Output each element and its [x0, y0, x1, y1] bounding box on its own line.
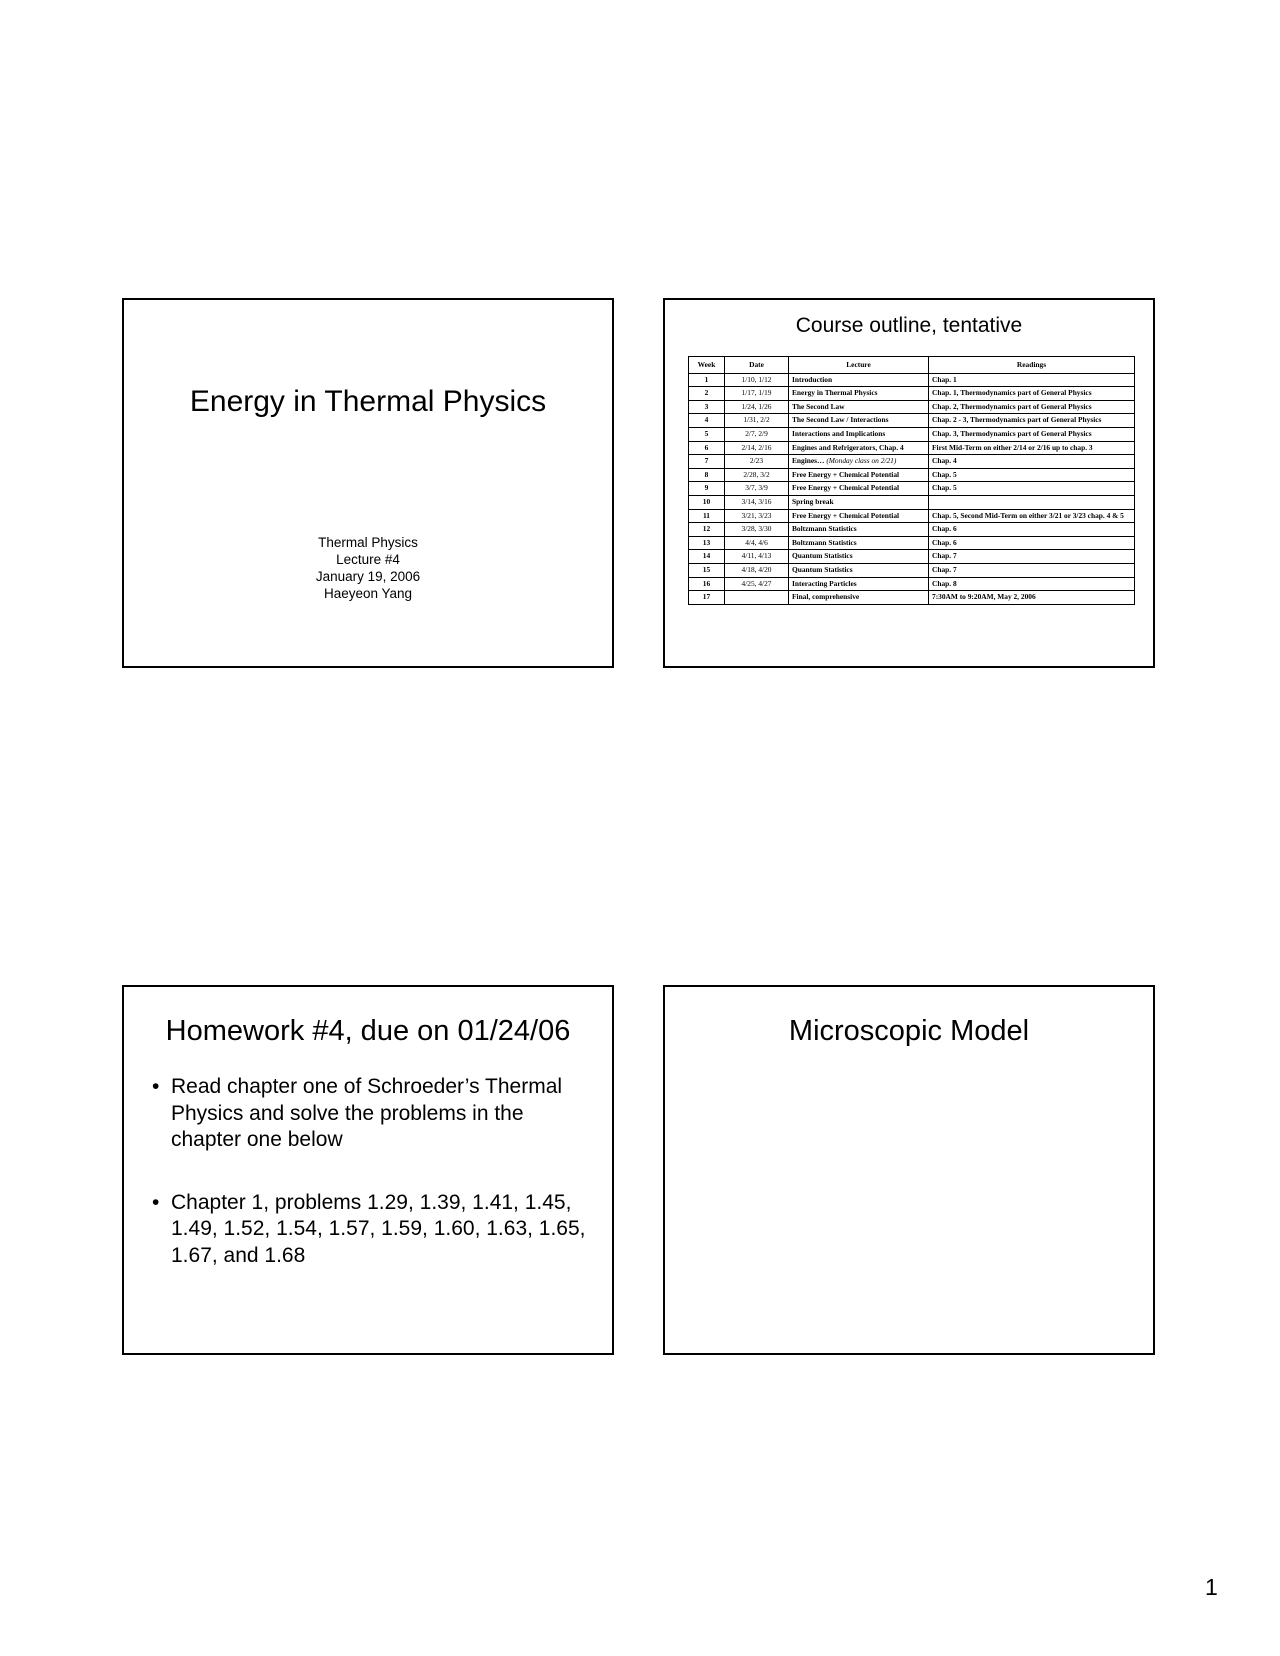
table-row [689, 468, 1135, 482]
table-row [689, 536, 1135, 550]
cell-lecture-text: Free Energy + Chemical Potential [792, 469, 900, 479]
cell-week-text: 9 [704, 483, 709, 493]
cell-lecture-text: Boltzmann Statistics [792, 524, 857, 534]
table-row [689, 373, 1135, 387]
cell-lecture [789, 427, 929, 441]
cell-week-text: 2 [704, 388, 709, 398]
cell-readings-text: First Mid-Term on either 2/14 or 2/16 up to chap. 3 [932, 442, 1093, 452]
bullet-icon: • [152, 1075, 160, 1098]
cell-date [725, 495, 789, 509]
cell-lecture-text: The Second Law [792, 401, 845, 411]
cell-week-text: 6 [704, 442, 709, 452]
cell-lecture-text: Boltzmann Statistics [792, 537, 857, 547]
cell-date-text: 1/31, 2/2 [743, 415, 770, 425]
cell-lecture-text: Engines and Refrigerators, Chap. 4 [792, 442, 904, 452]
cell-readings [929, 591, 1135, 605]
cell-date [725, 536, 789, 550]
cell-readings [929, 495, 1135, 509]
cell-readings-text: Chap. 3, Thermodynamics part of General Physics [932, 428, 1092, 438]
cell-lecture [789, 550, 929, 564]
homework-bullets [152, 1074, 598, 1305]
cell-week [689, 387, 725, 401]
cell-readings [929, 577, 1135, 591]
cell-week [689, 577, 725, 591]
cell-readings-text: Chap. 1, Thermodynamics part of General Physics [932, 388, 1092, 398]
cell-week [689, 400, 725, 414]
cell-week-text: 8 [704, 469, 709, 479]
lecture-number: Lecture #4 [336, 552, 400, 567]
cell-readings [929, 387, 1135, 401]
cell-week [689, 563, 725, 577]
cell-week-text: 5 [704, 428, 709, 438]
cell-readings-text: Chap. 2, Thermodynamics part of General Physics [932, 401, 1092, 411]
cell-lecture [789, 495, 929, 509]
cell-readings [929, 441, 1135, 455]
cell-week [689, 427, 725, 441]
cell-date [725, 387, 789, 401]
cell-lecture [789, 468, 929, 482]
cell-lecture-text: Spring break [792, 496, 834, 506]
cell-date [725, 563, 789, 577]
cell-week-text: 4 [704, 415, 709, 425]
author-name: Haeyeon Yang [323, 586, 413, 601]
course-outline-table [688, 356, 1135, 605]
cell-lecture [789, 563, 929, 577]
cell-lecture [789, 387, 929, 401]
slide-homework [122, 985, 614, 1355]
cell-lecture-text: Quantum Statistics [792, 551, 853, 561]
bullet-item [152, 1074, 598, 1154]
cell-readings [929, 427, 1135, 441]
lecture-note: (Monday class on 2/21) [826, 456, 897, 466]
cell-readings-text: Chap. 4 [932, 456, 957, 466]
table-row [689, 509, 1135, 523]
slide-title: Energy in Thermal Physics [189, 385, 547, 418]
header-date: Date [725, 357, 789, 374]
cell-lecture [789, 414, 929, 428]
lecture-date: January 19, 2006 [315, 569, 421, 584]
cell-date [725, 373, 789, 387]
table-body [689, 373, 1135, 604]
cell-date-text: 1/24, 1/26 [741, 401, 772, 411]
cell-lecture-text: Energy in Thermal Physics [792, 388, 878, 398]
cell-lecture-text: Introduction [792, 374, 833, 384]
cell-date-text: 4/4, 4/6 [745, 537, 768, 547]
cell-readings-text: Chap. 7 [932, 564, 957, 574]
cell-lecture [789, 373, 929, 387]
cell-week [689, 536, 725, 550]
cell-week-text: 1 [704, 374, 709, 384]
cell-week [689, 455, 725, 469]
cell-readings-text: Chap. 2 - 3, Thermodynamics part of General Physics [932, 415, 1102, 425]
table-row [689, 591, 1135, 605]
cell-date-text: 3/21, 3/23 [741, 510, 772, 520]
cell-lecture-text: Interactions and Implications [792, 428, 886, 438]
table-row [689, 441, 1135, 455]
cell-week-text: 15 [702, 564, 711, 574]
table-row [689, 482, 1135, 496]
cell-date [725, 441, 789, 455]
cell-readings [929, 523, 1135, 537]
cell-date-text: 2/23 [749, 456, 764, 466]
lecture-info [124, 534, 612, 602]
cell-readings-text: Chap. 7 [932, 551, 957, 561]
cell-readings [929, 373, 1135, 387]
cell-lecture [789, 455, 929, 469]
cell-week-text: 12 [702, 524, 711, 534]
bullet-icon: • [152, 1190, 160, 1214]
cell-readings [929, 414, 1135, 428]
cell-date [725, 414, 789, 428]
cell-readings-text: Chap. 6 [932, 537, 957, 547]
cell-lecture-text: Free Energy + Chemical Potential [792, 483, 900, 493]
bullet-text: Read chapter one of Schroeder’s Thermal Physics and solve the problems in the chapter one below [171, 1075, 563, 1151]
cell-lecture [789, 400, 929, 414]
cell-week-text: 11 [703, 510, 710, 520]
table-row [689, 427, 1135, 441]
cell-week [689, 373, 725, 387]
cell-date-text: 4/18, 4/20 [741, 564, 772, 574]
cell-date-text: 1/17, 1/19 [741, 388, 772, 398]
cell-date [725, 455, 789, 469]
bullet-item [152, 1190, 598, 1270]
cell-week-text: 17 [702, 592, 711, 602]
cell-week [689, 468, 725, 482]
cell-lecture [789, 482, 929, 496]
cell-lecture-text: Interacting Particles [792, 578, 857, 588]
cell-readings [929, 482, 1135, 496]
cell-date [725, 427, 789, 441]
cell-lecture [789, 536, 929, 550]
cell-date-text: 2/14, 2/16 [741, 442, 772, 452]
slide-title: Microscopic Model [788, 1015, 1030, 1047]
cell-week [689, 482, 725, 496]
cell-date [725, 577, 789, 591]
table-row [689, 563, 1135, 577]
cell-readings [929, 563, 1135, 577]
cell-date-text: 3/28, 3/30 [741, 524, 772, 534]
cell-week [689, 509, 725, 523]
cell-week-text: 16 [702, 578, 711, 588]
cell-readings-text: Chap. 5 [932, 469, 957, 479]
cell-readings-text: Chap. 1 [932, 374, 957, 384]
slide-course-outline [663, 298, 1155, 668]
cell-week [689, 414, 725, 428]
slide-title: Course outline, tentative [795, 314, 1023, 337]
cell-readings [929, 550, 1135, 564]
table-row [689, 495, 1135, 509]
table-row [689, 400, 1135, 414]
cell-week-text: 7 [704, 456, 709, 466]
slide-title: Homework #4, due on 01/24/06 [165, 1015, 571, 1047]
cell-week [689, 591, 725, 605]
cell-week-text: 10 [702, 496, 711, 506]
cell-date [725, 509, 789, 523]
cell-week-text: 13 [702, 537, 711, 547]
cell-lecture [789, 591, 929, 605]
cell-date-text: 1/10, 1/12 [741, 374, 772, 384]
cell-readings [929, 400, 1135, 414]
cell-date-text: 2/7, 2/9 [745, 428, 768, 438]
header-lecture: Lecture [789, 357, 929, 374]
header-week: Week [689, 357, 725, 374]
bullet-text: Chapter 1, problems 1.29, 1.39, 1.41, 1.45, 1.49, 1.52, 1.54, 1.57, 1.59, 1.60, 1.63, 1.65, 1.67, and 1.68 [171, 1190, 586, 1267]
cell-readings-text: Chap. 6 [932, 524, 957, 534]
course-name: Thermal Physics [318, 535, 418, 550]
table-header-row [689, 357, 1135, 374]
cell-date [725, 591, 789, 605]
cell-week-text: 3 [704, 401, 709, 411]
cell-week [689, 441, 725, 455]
cell-lecture [789, 577, 929, 591]
cell-readings-text: 7:30AM to 9:20AM, May 2, 2006 [932, 592, 1036, 602]
cell-lecture-text: The Second Law / Interactions [792, 415, 889, 425]
table-row [689, 577, 1135, 591]
cell-readings-text: Chap. 5 [932, 483, 957, 493]
cell-lecture-text: Engines… [792, 456, 825, 466]
slide-energy-in-thermal-physics [122, 298, 614, 668]
cell-readings [929, 509, 1135, 523]
cell-readings-text: Chap. 8 [932, 578, 957, 588]
header-readings: Readings [929, 357, 1135, 374]
cell-lecture [789, 523, 929, 537]
cell-lecture [789, 441, 929, 455]
table-row [689, 414, 1135, 428]
cell-readings [929, 536, 1135, 550]
cell-date-text: 3/7, 3/9 [745, 483, 768, 493]
cell-date [725, 550, 789, 564]
cell-date-text: 4/11, 4/13 [741, 551, 772, 561]
cell-lecture [789, 509, 929, 523]
page-number: 1 [1205, 1574, 1218, 1600]
cell-date [725, 468, 789, 482]
slide-microscopic-model [663, 985, 1155, 1355]
table-row [689, 387, 1135, 401]
cell-date [725, 482, 789, 496]
cell-readings [929, 455, 1135, 469]
cell-lecture-text: Quantum Statistics [792, 564, 853, 574]
cell-date [725, 400, 789, 414]
cell-date-text: 4/25, 4/27 [741, 578, 772, 588]
cell-week [689, 550, 725, 564]
cell-lecture-text: Final, comprehensive [792, 592, 860, 602]
cell-date-text: 2/28, 3/2 [743, 469, 770, 479]
cell-lecture-text: Free Energy + Chemical Potential [792, 510, 900, 520]
table-row [689, 550, 1135, 564]
cell-readings-text: Chap. 5, Second Mid-Term on either 3/21 or 3/23 chap. 4 & 5 [932, 510, 1124, 520]
cell-week [689, 523, 725, 537]
cell-week [689, 495, 725, 509]
table-row [689, 455, 1135, 469]
cell-readings [929, 468, 1135, 482]
cell-date [725, 523, 789, 537]
table-row [689, 523, 1135, 537]
cell-week-text: 14 [702, 551, 711, 561]
cell-date-text: 3/14, 3/16 [741, 496, 772, 506]
